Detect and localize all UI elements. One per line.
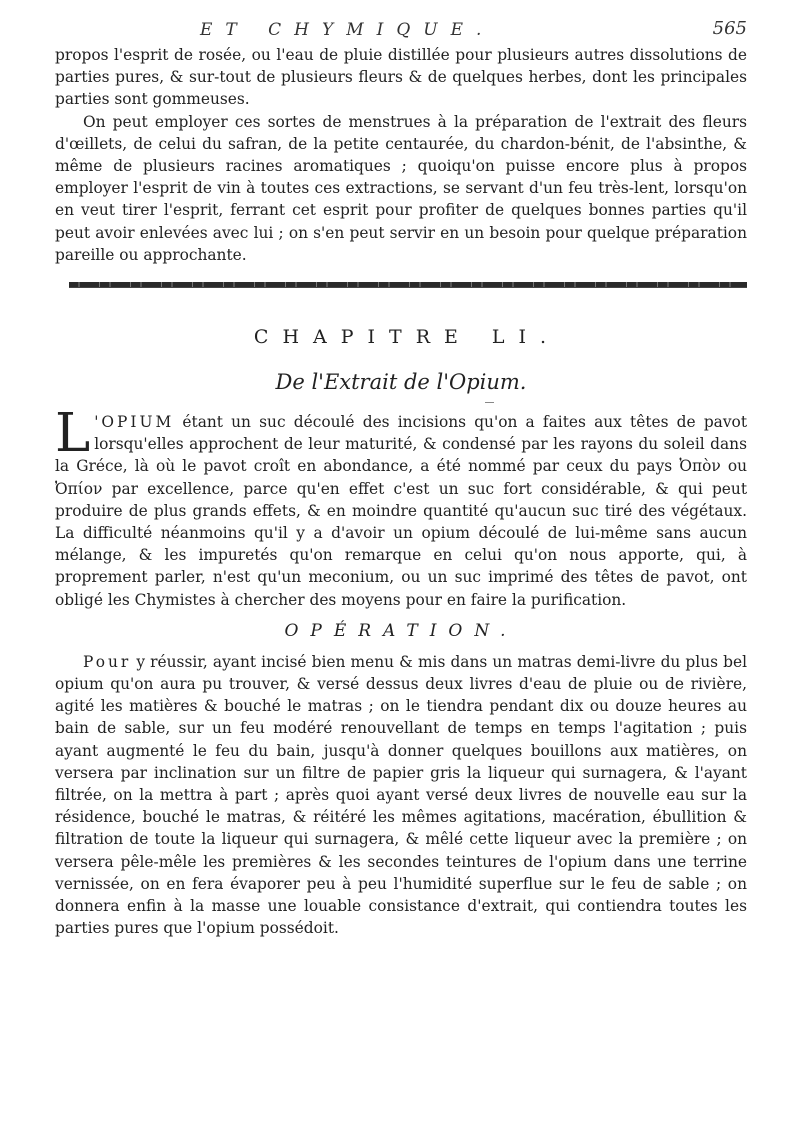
paragraph-menstrues: On peut employer ces sortes de menstrues à la préparation de l'extrait des fleurs d'œillets, de celui du safran, de la petite centaurée, du chardon-bénit, de l'absinthe, & même de plusieurs racines aromatiques ; quoiqu'on puisse encore plus à propos employer l'esprit de vin à toutes ces extractions, se servant d'un feu très-lent, lorsqu'on en veut tirer l'esprit, ferrant cet esprit pour profiter de quelques bonnes parties qu'il peut avoir enlevées avec lui ; on s'en peut servir en un besoin pour quelque préparation pareille ou approchante. bbox=[55, 112, 747, 264]
paragraph-operation bbox=[55, 651, 747, 940]
drop-cap: L bbox=[55, 403, 91, 465]
running-title: ET CHYMIQUE. bbox=[200, 20, 495, 40]
chapter-title: De l'Extrait de l'Opium. bbox=[275, 370, 527, 395]
running-head bbox=[55, 18, 747, 44]
paragraph-continuation: propos l'esprit de rosée, ou l'eau de pluie distillée pour plusieurs autres dissolutions de parties pures, & sur-tout de plusieurs fleurs & de quelques herbes, dont les principales parties sont gommeuses. bbox=[55, 46, 747, 109]
ornamental-rule bbox=[69, 282, 747, 288]
title-dash bbox=[485, 402, 494, 403]
page-number: 565 bbox=[712, 18, 747, 39]
paragraph-opium-intro bbox=[55, 403, 747, 611]
operation-heading: OPÉRATION. bbox=[284, 620, 518, 641]
operation-text: y réussir, ayant incisé bien menu & mis dans un matras demi-livre du plus bel opium qu'on aura pu trouver, & versé dessus deux livres d'eau de pluie ou de rivière, agité les matières & bouché le matras ; on le tiendra pendant dix ou douze heures au bain de sable, sur un feu modéré renouvellant de temps en temps l'agitation ; puis ayant augmenté le feu du bain, jusqu'à donner quelques bouillons aux matières, on versera par inclination sur un filtre de papier gris la liqueur qui surnagera, & l'ayant filtrée, on la mettra à part ; après quoi ayant versé deux livres de nouvelle eau sur la résidence, bouché le matras, & réitéré les mêmes agitations, macération, ébullition & filtration de toute la liqueur qui surnagera, & mêlé cette liqueur avec la première ; on versera pêle-mêle les premières & les secondes teintures de l'opium dans une terrine vernissée, on en fera évaporer peu à peu l'humidité superflue sur le feu de sable ; on donnera enfin à la masse une louable consistance d'extrait, qui contiendra toutes les parties pures que l'opium possédoit. bbox=[55, 652, 747, 938]
chapter-heading: CHAPITRE LI. bbox=[253, 326, 561, 349]
book-page bbox=[55, 18, 747, 940]
lead-word-pour: Pour bbox=[83, 652, 132, 671]
lead-word-opium: 'OPIUM bbox=[94, 413, 175, 432]
intro-text: étant un suc découlé des incisions qu'on a faites aux têtes de pavot lorsqu'elles approchent de leur maturité, & condensé par les rayons du soleil dans la Gréce, là où le pavot croît en abondance, a été nommé par ceux du pays Ὀπὸν ou Ὀπίον par excellence, parce qu'en effet c'est un suc fort considérable, & qui peut produire de plus grands effets, & en moindre quantité qu'aucun suc tiré des végétaux. La difficulté néanmoins qu'il y a d'avoir un opium découlé de lui-même sans aucun mélange, & les impuretés qu'on remarque en celui qu'on nous apporte, qui, à proprement parler, n'est qu'un meconium, ou un suc imprimé des têtes de pavot, ont obligé les Chymistes à chercher des moyens pour en faire la purification. bbox=[55, 413, 747, 609]
